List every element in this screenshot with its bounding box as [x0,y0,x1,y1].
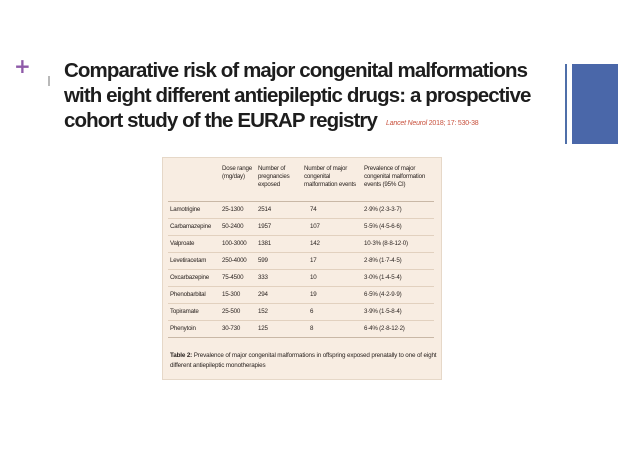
drug-name: Valproate [168,235,222,252]
prevalence-value: 3·9% (1·5-8·4) [364,303,434,320]
events-count: 19 [304,286,364,303]
prevalence-value: 2·8% (1·7-4·5) [364,252,434,269]
citation [386,120,478,127]
pregnancies-count: 152 [258,303,304,320]
header-pregnancies: Number of pregnancies exposed [258,165,304,201]
pregnancies-count: 599 [258,252,304,269]
events-count: 74 [304,201,364,218]
header-dose-range: Dose range (mg/day) [222,165,258,201]
drug-name: Levetiracetam [168,252,222,269]
dose-range: 100-3000 [222,235,258,252]
drug-name: Oxcarbazepine [168,269,222,286]
citation-journal: Lancet Neurol [386,120,427,127]
events-count: 8 [304,320,364,337]
dose-range: 25-500 [222,303,258,320]
pregnancies-count: 1957 [258,218,304,235]
table-caption [170,351,438,371]
plus-bullet-icon: + [14,54,31,78]
citation-reference: 2018; 17: 530-38 [428,120,479,127]
bullet-tick-mark [48,76,50,86]
events-count: 17 [304,252,364,269]
drug-name: Lamotrigine [168,201,222,218]
caption-label: Table 2: [170,352,193,359]
prevalence-value: 5·5% (4·5-6·6) [364,218,434,235]
header-events: Number of major congenital malformation events [304,165,364,201]
table-row [168,286,434,303]
decorative-accent-line [565,64,567,144]
table-row [168,320,434,337]
prevalence-value: 10·3% (8·8-12·0) [364,235,434,252]
decorative-accent-block [572,64,618,144]
pregnancies-count: 1381 [258,235,304,252]
malformation-table [168,165,434,338]
table-row [168,218,434,235]
events-count: 142 [304,235,364,252]
table-row [168,269,434,286]
pregnancies-count: 333 [258,269,304,286]
dose-range: 250-4000 [222,252,258,269]
header-prevalence: Prevalence of major congenital malformation events (95% CI) [364,165,434,201]
drug-name: Carbamazepine [168,218,222,235]
pregnancies-count: 2514 [258,201,304,218]
pregnancies-count: 125 [258,320,304,337]
table-row [168,235,434,252]
prevalence-value: 3·0% (1·4-5·4) [364,269,434,286]
prevalence-value: 6·4% (2·8-12·2) [364,320,434,337]
dose-range: 75-4500 [222,269,258,286]
dose-range: 30-730 [222,320,258,337]
table-row [168,252,434,269]
dose-range: 15-300 [222,286,258,303]
table-header-row [168,165,434,201]
caption-text: Prevalence of major congenital malformations in offspring exposed prenatally to one of eight different antiepileptic monotherapies [170,352,437,369]
events-count: 107 [304,218,364,235]
prevalence-value: 6·5% (4·2-9·9) [364,286,434,303]
header-drug [168,165,222,201]
dose-range: 25-1300 [222,201,258,218]
drug-name: Phenytoin [168,320,222,337]
table-image-panel [162,157,442,380]
drug-name: Phenobarbital [168,286,222,303]
table-row [168,303,434,320]
drug-name: Topiramate [168,303,222,320]
prevalence-value: 2·9% (2·3-3·7) [364,201,434,218]
table-row [168,201,434,218]
pregnancies-count: 294 [258,286,304,303]
slide-title: Comparative risk of major congenital malformations with eight different antiepileptic drugs: a prospective cohort study of the EURAP registry [64,59,531,132]
dose-range: 50-2400 [222,218,258,235]
events-count: 10 [304,269,364,286]
events-count: 6 [304,303,364,320]
